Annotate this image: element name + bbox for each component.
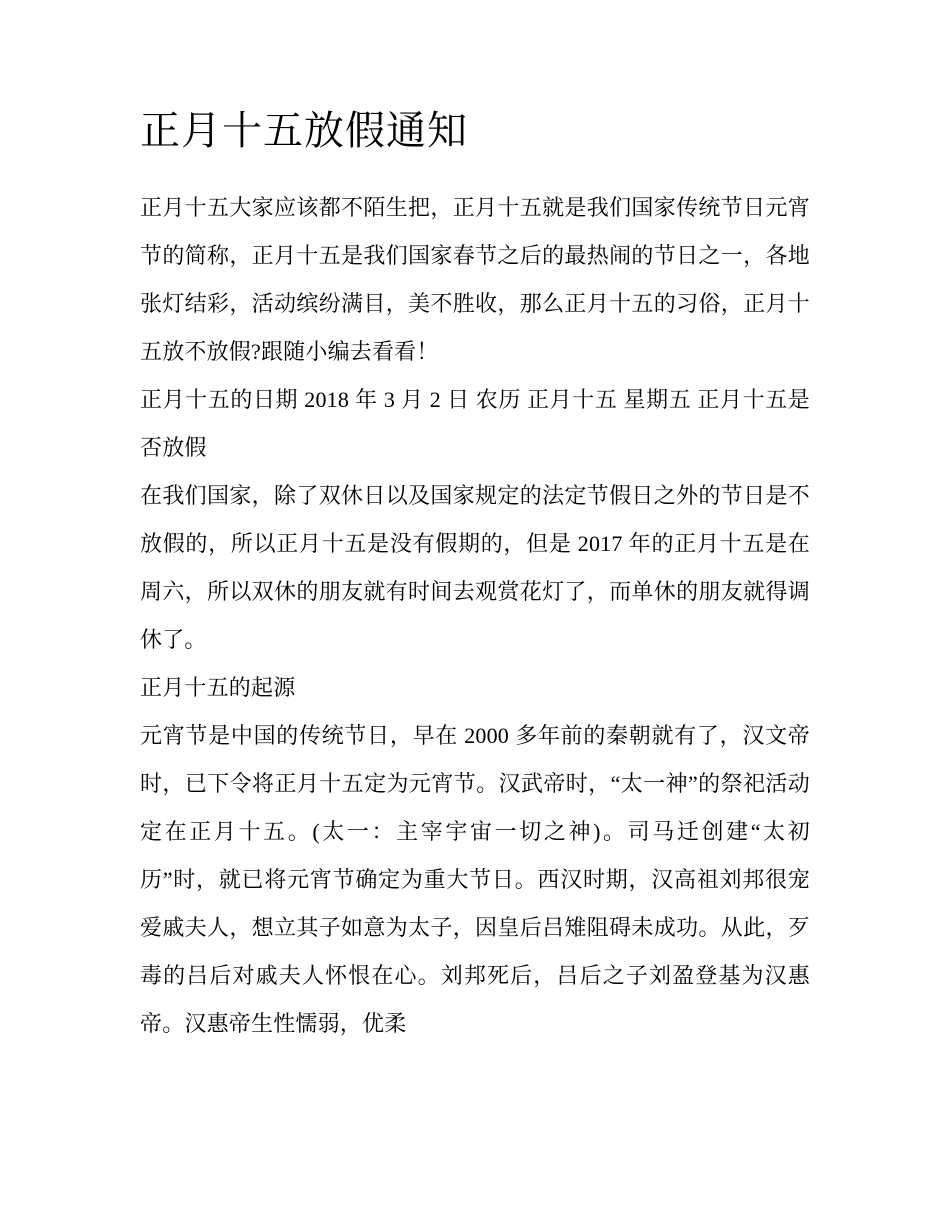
paragraph-origin-body: 元宵节是中国的传统节日，早在 2000 多年前的秦朝就有了，汉文帝时，已下令将正月十五定为元宵节。汉武帝时，“太一神”的祭祀活动定在正月十五。(太一：主宰宇宙一切之神)。司马迁创建“太初历”时，就已将元宵节确定为重大节日。西汉时期，汉高祖刘邦很宠爱戚夫人，想立其子如意为太子，因皇后吕雉阻碍未成功。从此，歹毒的吕后对戚夫人怀恨在心。刘邦死后，吕后之子刘盈登基为汉惠帝。汉惠帝生性懦弱，优柔 <box>140 723 810 1036</box>
paragraph-holiday-status: 在我们国家，除了双休日以及国家规定的法定节假日之外的节日是不放假的，所以正月十五是没有假期的，但是 2017 年的正月十五是在周六，所以双休的朋友就有时间去观赏花灯了，而单休的朋友就得调休了。 <box>140 483 810 652</box>
paragraph-intro: 正月十五大家应该都不陌生把，正月十五就是我们国家传统节日元宵节的简称，正月十五是我们国家春节之后的最热闹的节日之一，各地张灯结彩，活动缤纷满目，美不胜收，那么正月十五的习俗，正月十五放不放假?跟随小编去看看！ <box>140 195 810 364</box>
paragraph-origin-heading: 正月十五的起源 <box>140 675 296 700</box>
paragraph-date: 正月十五的日期 2018 年 3 月 2 日 农历 正月十五 星期五 正月十五是否放假 <box>140 387 810 460</box>
page-title: 正月十五放假通知 <box>140 108 468 154</box>
